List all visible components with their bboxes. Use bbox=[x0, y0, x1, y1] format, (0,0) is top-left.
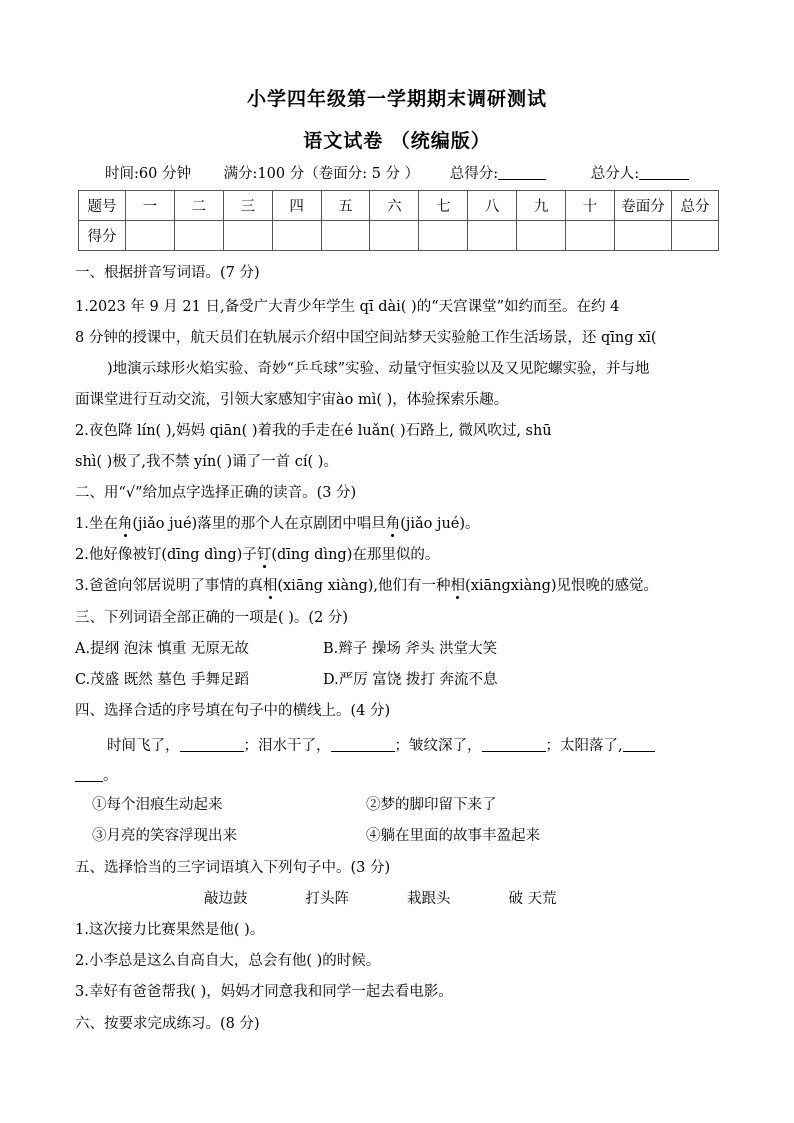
s5-word-bank bbox=[204, 887, 557, 908]
exam-meta bbox=[105, 162, 689, 183]
s1-q1-line-1: 1.2023 年 9 月 21 日,备受广大青少年学生 qī dài( )的“天宫课堂”如约而至。在约 4 bbox=[75, 299, 620, 315]
score-cell[interactable] bbox=[672, 221, 719, 251]
section-6-title: 六、按要求完成练习。(8 分) bbox=[75, 1016, 260, 1032]
s1-q2-line-2: shì( )极了,我不禁 yín( )诵了一首 cí( )。 bbox=[75, 454, 338, 470]
s4-option-4: ④躺在里面的故事丰盈起来 bbox=[366, 828, 540, 844]
dotted-char: 钉 bbox=[256, 547, 272, 563]
s4-option-3: ③月亮的笑容浮现出来 bbox=[92, 828, 237, 844]
exam-title: 小学四年级第一学期期末调研测试 bbox=[246, 88, 547, 110]
column-header: 一 bbox=[126, 191, 175, 221]
s1-q1-line-3: )地演示球形火焰实验、奇妙“乒乓球”实验、动量守恒实验以及又见陀螺实验，并与地 bbox=[107, 361, 650, 377]
column-header: 二 bbox=[174, 191, 223, 221]
text-fragment: 3.爸爸向邻居说明了事情的真 bbox=[75, 578, 263, 594]
section-3-title: 三、下列词语全部正确的一项是( )。(2 分) bbox=[75, 610, 349, 626]
column-header: 四 bbox=[272, 191, 321, 221]
dotted-char: 角 bbox=[385, 516, 401, 532]
s1-q2-line-1: 2.夜色降 lín( ),妈妈 qiān( )着我的手走在é luǎn( )石路上, 微风吹过, shū bbox=[75, 423, 552, 439]
column-header: 九 bbox=[517, 191, 566, 221]
column-header: 八 bbox=[468, 191, 517, 221]
score-table-score-row bbox=[79, 221, 719, 251]
score-cell[interactable] bbox=[223, 221, 272, 251]
answer-blank[interactable] bbox=[623, 737, 655, 752]
answer-blank[interactable] bbox=[180, 737, 244, 752]
column-header: 卷面分 bbox=[615, 191, 672, 221]
s5-q1: 1.这次接力比赛果然是他( )。 bbox=[75, 922, 265, 938]
s3-option-d: D.严厉 富饶 拨打 奔流不息 bbox=[323, 672, 498, 688]
s1-q1-line-2: 8 分钟的授课中，航天员们在轨展示介绍中国空间站梦天实验舱工作生活场景，还 qīng xī( bbox=[75, 330, 657, 346]
text-fragment: (jiǎo jué)落里的那个人在京剧团中唱旦 bbox=[132, 516, 386, 532]
answer-blank[interactable] bbox=[482, 737, 546, 752]
header-label-cell: 题号 bbox=[79, 191, 126, 221]
s3-option-c: C.茂盛 既然 墓色 手舞足蹈 bbox=[75, 672, 250, 688]
score-table bbox=[78, 190, 719, 251]
s3-option-a: A.提纲 泡沫 慎重 无原无故 bbox=[75, 641, 249, 657]
column-header: 五 bbox=[321, 191, 370, 221]
score-cell[interactable] bbox=[517, 221, 566, 251]
column-header: 十 bbox=[566, 191, 615, 221]
dotted-char: 相 bbox=[450, 578, 466, 594]
s4-sentence bbox=[107, 734, 655, 755]
score-cell[interactable] bbox=[370, 221, 419, 251]
text-fragment: (dīng dìng)在那里似的。 bbox=[271, 547, 440, 563]
s2-q2 bbox=[75, 543, 439, 564]
text-fragment: 2.他好像被钉(dīng dìng)子 bbox=[75, 547, 257, 563]
column-header: 六 bbox=[370, 191, 419, 221]
answer-blank[interactable] bbox=[75, 767, 103, 782]
s4-option-2: ②梦的脚印留下来了 bbox=[366, 797, 497, 813]
text-fragment: ；太阳落了, bbox=[545, 738, 623, 754]
total-score-blank[interactable] bbox=[498, 165, 546, 180]
s3-option-b: B.辫子 操场 斧头 洪堂大笑 bbox=[323, 641, 498, 657]
text-fragment: ；泪水干了， bbox=[243, 738, 331, 754]
score-cell[interactable] bbox=[126, 221, 175, 251]
score-cell[interactable] bbox=[272, 221, 321, 251]
time-label: 时间:60 分钟 bbox=[105, 166, 191, 182]
exam-subtitle: 语文试卷 （统编版） bbox=[303, 130, 491, 152]
word-option: 栽跟头 bbox=[407, 891, 451, 907]
text-fragment: 1.坐在 bbox=[75, 516, 118, 532]
total-score-label: 总得分: bbox=[449, 166, 499, 182]
scorer-blank[interactable] bbox=[639, 165, 689, 180]
scorer-label: 总分人: bbox=[590, 166, 640, 182]
s4-sentence-end bbox=[75, 764, 118, 785]
word-option: 破 天荒 bbox=[508, 891, 557, 907]
score-cell[interactable] bbox=[321, 221, 370, 251]
score-cell[interactable] bbox=[174, 221, 223, 251]
s2-q1 bbox=[75, 512, 480, 533]
section-4-title: 四、选择合适的序号填在句子中的横线上。(4 分) bbox=[75, 703, 391, 719]
s5-q3: 3.幸好有爸爸帮我( )，妈妈才同意我和同学一起去看电影。 bbox=[75, 984, 453, 1000]
text-fragment: 。 bbox=[103, 768, 118, 784]
answer-blank[interactable] bbox=[331, 737, 395, 752]
text-fragment: (xiāng xiàng),他们有一种 bbox=[277, 578, 451, 594]
word-option: 敲边鼓 bbox=[204, 891, 248, 907]
s5-q2: 2.小李总是这么自高自大，总会有他( )的时候。 bbox=[75, 953, 381, 969]
column-header: 三 bbox=[223, 191, 272, 221]
s2-q3 bbox=[75, 574, 658, 595]
dotted-char: 角 bbox=[117, 516, 133, 532]
full-score-label: 满分:100 分（卷面分: 5 分 ） bbox=[223, 166, 420, 182]
dotted-char: 相 bbox=[262, 578, 278, 594]
score-table-header-row bbox=[79, 191, 719, 221]
section-2-title: 二、用“√”给加点字选择正确的读音。(3 分) bbox=[75, 485, 357, 501]
row-label-cell: 得分 bbox=[79, 221, 126, 251]
text-fragment: 时间飞了， bbox=[107, 738, 180, 754]
score-cell[interactable] bbox=[615, 221, 672, 251]
column-header: 总分 bbox=[672, 191, 719, 221]
section-1-title: 一、根据拼音写词语。(7 分) bbox=[75, 265, 260, 281]
text-fragment: ；皱纹深了， bbox=[394, 738, 482, 754]
s1-q1-line-4: 面课堂进行互动交流，引领大家感知宇宙ào mì( )，体验探索乐趣。 bbox=[75, 392, 509, 408]
text-fragment: (jiǎo jué)。 bbox=[400, 516, 480, 532]
word-option: 打头阵 bbox=[305, 891, 349, 907]
score-cell[interactable] bbox=[468, 221, 517, 251]
score-cell[interactable] bbox=[419, 221, 468, 251]
s4-option-1: ①每个泪痕生动起来 bbox=[92, 797, 223, 813]
score-cell[interactable] bbox=[566, 221, 615, 251]
section-5-title: 五、选择恰当的三字词语填入下列句子中。(3 分) bbox=[75, 860, 391, 876]
text-fragment: (xiāngxiàng)见恨晚的感觉。 bbox=[465, 578, 659, 594]
column-header: 七 bbox=[419, 191, 468, 221]
